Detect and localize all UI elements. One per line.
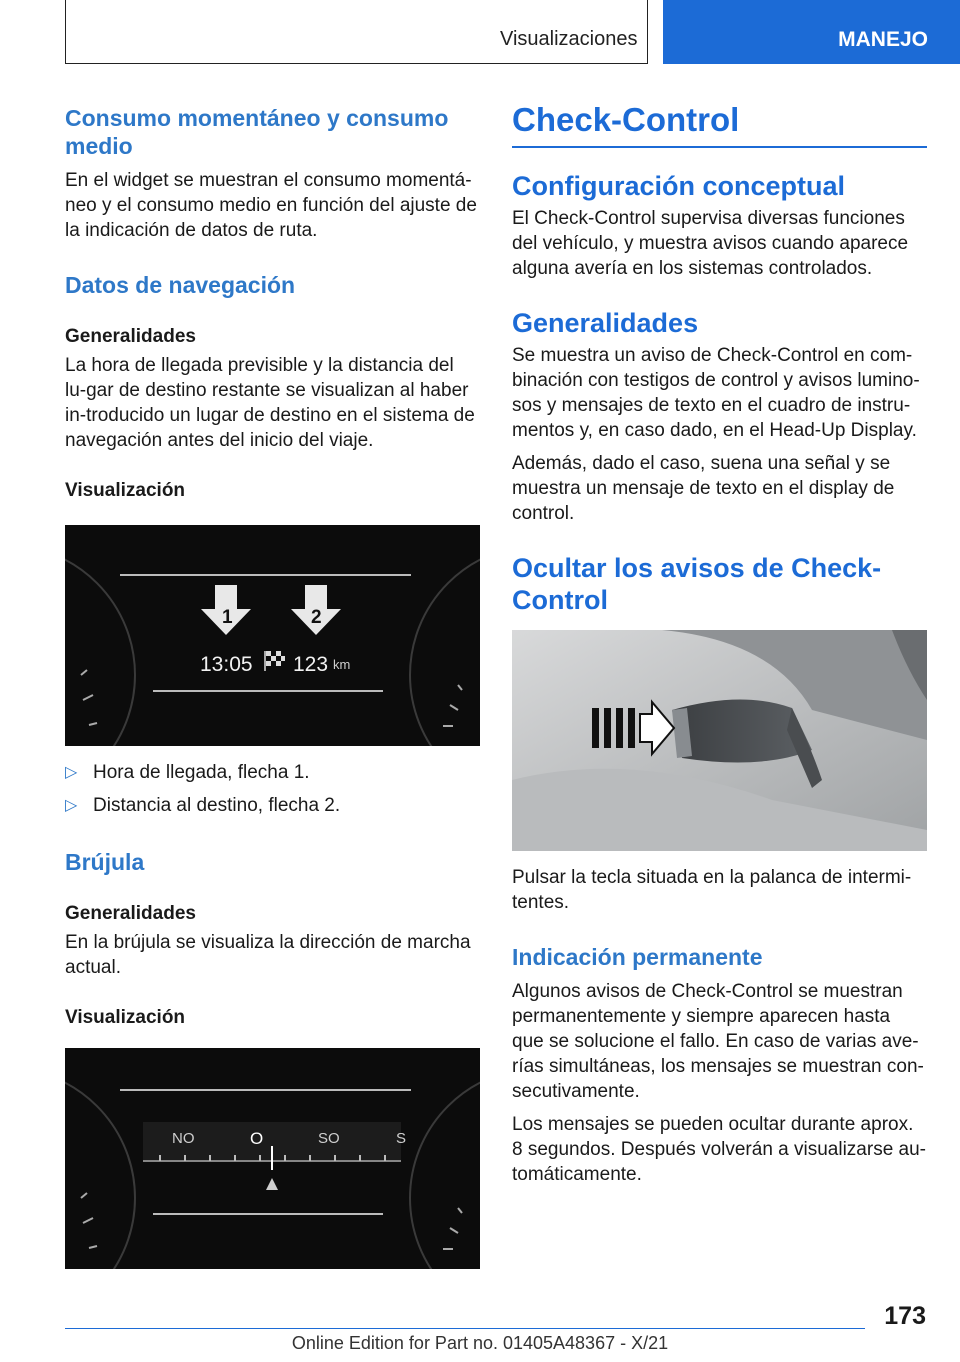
paragraph-brujula: En la brújula se visualiza la dirección de marcha actual. [65, 932, 471, 978]
right-column [512, 100, 927, 1187]
heading-navegacion: Datos de navegación [65, 272, 296, 298]
subheading-generalidades: Generalidades [65, 326, 196, 347]
subheading-visualizacion: Visualización [65, 480, 186, 501]
left-column [65, 100, 480, 1269]
compass-display-image [65, 1048, 480, 1269]
triangle-bullet-icon: ▷ [65, 764, 78, 781]
header-section: Visualizaciones [500, 28, 638, 50]
heading-ocultar: Ocultar los avisos de Check-Control [512, 553, 882, 615]
arrival-time: 13:05 [200, 653, 253, 676]
turn-signal-lever-image [512, 630, 927, 851]
page-number: 173 [884, 1302, 926, 1330]
edition-note: Online Edition for Part no. 01405A48367 - X/21 [291, 1333, 669, 1353]
navigation-display-image [65, 525, 480, 746]
paragraph-consumo: En el widget se muestran el consumo momentá-neo y el consumo medio en función del ajuste de la indicación de datos de ruta. [65, 170, 477, 241]
remaining-distance: 123 [293, 653, 329, 676]
paragraph-permanente-2: Los mensajes se pueden ocultar durante aprox. 8 segundos. Después volverán a visualizarse au-tomáticamente. [512, 1114, 927, 1185]
heading-configuracion: Configuración conceptual [512, 171, 846, 201]
footer-rule [65, 1328, 865, 1329]
heading-brujula: Brújula [65, 849, 145, 875]
compass-label-s: S [396, 1130, 407, 1147]
paragraph-navegacion: La hora de llegada previsible y la distancia del lu-gar de destino restante se visualizan al haber in-troducido un lugar de destino en el sistema de navegación antes del inicio del viaje. [65, 355, 475, 451]
legend-list [65, 760, 480, 818]
subheading-generalidades-brujula: Generalidades [65, 903, 196, 924]
heading-consumo: Consumo momentáneo y consumo medio [65, 105, 449, 159]
compass-label-o: O [250, 1129, 264, 1148]
header-chapter: MANEJO [838, 28, 928, 51]
arrow-1-label: 1 [222, 607, 233, 628]
compass-label-no: NO [172, 1130, 195, 1147]
arrow-2-label: 2 [311, 607, 322, 628]
heading-check-control: Check-Control [512, 101, 740, 138]
heading-rule [512, 100, 927, 148]
list-item: ▷ Hora de llegada, flecha 1. [65, 762, 310, 783]
compass-pointer-icon [266, 1178, 278, 1190]
paragraph-configuracion: El Check-Control supervisa diversas funciones del vehículo, y muestra avisos cuando aparece alguna avería en los sistemas controlados. [512, 208, 909, 279]
compass-label-so: SO [318, 1130, 340, 1147]
paragraph-permanente-1: Algunos avisos de Check-Control se muestran permanentemente y siempre aparecen hasta que se solucione el fallo. En caso de varias ave-rías simultáneas, los mensajes se muestran con-secutivamente. [512, 981, 924, 1102]
compass-display-graphic [65, 1048, 480, 1269]
turn-signal-lever-graphic [512, 630, 927, 851]
paragraph-ocultar: Pulsar la tecla situada en la palanca de intermi-tentes. [512, 867, 912, 913]
subheading-visualizacion-brujula: Visualización [65, 1007, 186, 1028]
distance-unit: km [333, 657, 351, 672]
heading-indicacion-permanente: Indicación permanente [512, 944, 763, 970]
header-chapter-tab [663, 0, 960, 64]
triangle-bullet-icon: ▷ [65, 797, 78, 814]
navigation-display-graphic [65, 525, 480, 746]
paragraph-generalidades-1: Se muestra un aviso de Check-Control en com-binación con testigos de control y avisos lumino-sos y mensajes de texto en el cuadro de instru-mentos y, en caso dado, en el Head-Up Display. [512, 345, 920, 441]
checkered-flag-icon [265, 651, 285, 671]
list-item: ▷ Distancia al destino, flecha 2. [65, 795, 341, 816]
paragraph-generalidades-2: Además, dado el caso, suena una señal y se muestra un mensaje de texto en el display de control. [512, 453, 895, 524]
heading-generalidades-cc: Generalidades [512, 308, 699, 338]
